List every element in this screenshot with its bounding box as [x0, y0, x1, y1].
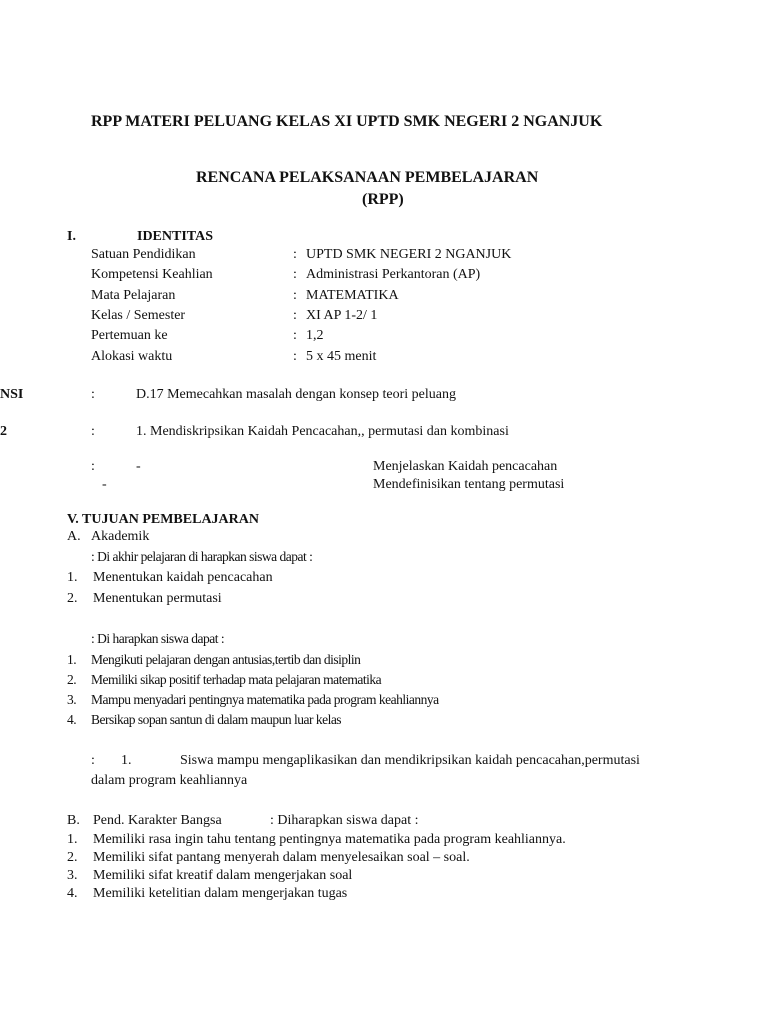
identitas-value: 1,2 — [306, 328, 324, 343]
sikap-item: Mampu menyadari pentingnya matematika pada program keahliannya — [91, 692, 439, 707]
tujuan-heading: V. TUJUAN PEMBELAJARAN — [67, 512, 260, 527]
karakter-item-number: 4. — [67, 886, 78, 901]
karakter-item: Memiliki rasa ingin tahu tentang pentingnya matematika pada program keahliannya. — [93, 832, 566, 847]
sikap-item-number: 2. — [67, 672, 77, 687]
sikap-item-number: 3. — [67, 692, 77, 707]
kd-separator: : — [91, 424, 95, 439]
akademik-item: Menentukan permutasi — [93, 591, 222, 606]
identitas-heading: IDENTITAS — [137, 229, 213, 244]
identitas-number: I. — [67, 229, 76, 244]
kompetensi-text: D.17 Memecahkan masalah dengan konsep teori peluang — [136, 387, 456, 402]
main-title: RENCANA PELAKSANAAN PEMBELAJARAN — [196, 169, 539, 186]
identitas-label: Kelas / Semester — [91, 308, 186, 323]
akademik-title: Akademik — [91, 529, 150, 544]
identitas-value: Administrasi Perkantoran (AP) — [306, 267, 481, 282]
identitas-label: Pertemuan ke — [91, 328, 168, 343]
karakter-item-number: 1. — [67, 832, 78, 847]
identitas-separator: : — [293, 308, 297, 323]
kd-text: 1. Mendiskripsikan Kaidah Pencacahan,, permutasi dan kombinasi — [136, 424, 509, 439]
identitas-separator: : — [293, 267, 297, 282]
karakter-item-number: 3. — [67, 868, 78, 883]
indikator-item: Mendefinisikan tentang permutasi — [373, 477, 565, 492]
karakter-title: Pend. Karakter Bangsa — [93, 813, 222, 828]
karakter-item: Memiliki sifat kreatif dalam mengerjakan soal — [93, 868, 353, 883]
akademik-item: Menentukan kaidah pencacahan — [93, 570, 273, 585]
karakter-item: Memiliki sifat pantang menyerah dalam menyelesaikan soal – soal. — [93, 850, 470, 865]
karakter-label: B. — [67, 813, 80, 828]
identitas-label: Satuan Pendidikan — [91, 247, 196, 262]
identitas-value: MATEMATIKA — [306, 288, 399, 303]
akademik-label: A. — [67, 529, 81, 544]
main-subtitle: (RPP) — [362, 191, 404, 208]
kompetensi-left-fragment: NSI — [0, 387, 24, 402]
karakter-item: Memiliki ketelitian dalam mengerjakan tugas — [93, 886, 348, 901]
keterampilan-line: Siswa mampu mengaplikasikan dan mendikripsikan kaidah pencacahan,permutasi — [180, 753, 640, 768]
akademik-item-number: 1. — [67, 570, 78, 585]
indikator-dash: - — [136, 459, 141, 474]
keterampilan-number: 1. — [121, 753, 132, 768]
indikator-item: Menjelaskan Kaidah pencacahan — [373, 459, 558, 474]
identitas-separator: : — [293, 349, 297, 364]
keterampilan-separator: : — [91, 753, 95, 768]
identitas-separator: : — [293, 288, 297, 303]
kd-left-fragment: 2 — [0, 424, 7, 439]
identitas-separator: : — [293, 328, 297, 343]
sikap-intro: : Di harapkan siswa dapat : — [91, 631, 225, 646]
identitas-label: Mata Pelajaran — [91, 288, 176, 303]
akademik-intro: : Di akhir pelajaran di harapkan siswa dapat : — [91, 549, 313, 564]
sikap-item: Mengikuti pelajaran dengan antusias,tertib dan disiplin — [91, 652, 361, 667]
indikator-dash: - — [102, 477, 107, 492]
keterampilan-line: dalam program keahliannya — [91, 773, 248, 788]
akademik-item-number: 2. — [67, 591, 78, 606]
identitas-value: UPTD SMK NEGERI 2 NGANJUK — [306, 247, 512, 262]
identitas-label: Kompetensi Keahlian — [91, 267, 213, 282]
document-title: RPP MATERI PELUANG KELAS XI UPTD SMK NEGERI 2 NGANJUK — [91, 113, 603, 130]
sikap-item-number: 1. — [67, 652, 77, 667]
kompetensi-separator: : — [91, 387, 95, 402]
sikap-item-number: 4. — [67, 712, 77, 727]
karakter-intro: : Diharapkan siswa dapat : — [270, 813, 419, 828]
sikap-item: Memiliki sikap positif terhadap mata pelajaran matematika — [91, 672, 382, 687]
identitas-value: 5 x 45 menit — [306, 349, 377, 364]
indikator-separator: : — [91, 459, 95, 474]
karakter-item-number: 2. — [67, 850, 78, 865]
sikap-item: Bersikap sopan santun di dalam maupun luar kelas — [91, 712, 342, 727]
identitas-value: XI AP 1-2/ 1 — [306, 308, 378, 323]
identitas-separator: : — [293, 247, 297, 262]
identitas-label: Alokasi waktu — [91, 349, 173, 364]
